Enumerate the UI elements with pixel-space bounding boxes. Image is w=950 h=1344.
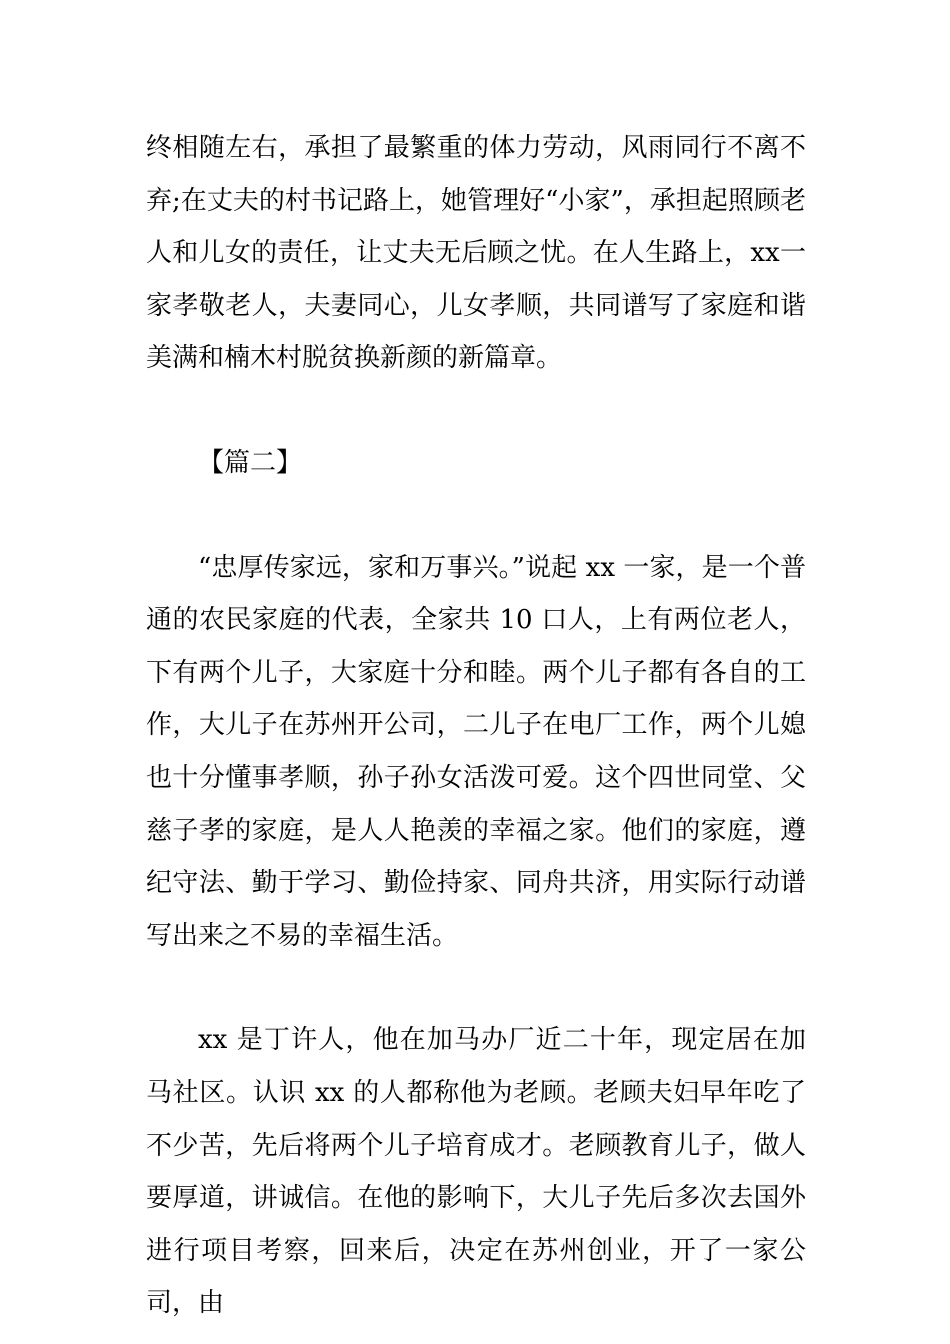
paragraph-intro: “忠厚传家远，家和万事兴。”说起 xx 一家，是一个普通的农民家庭的代表，全家共 10 口人，上有两位老人，下有两个儿子，大家庭十分和睦。两个儿子都有各自的工作，大儿子在苏州开公司，二儿子在电厂工作，两个儿媳也十分懂事孝顺，孙子孙女活泼可爱。这个四世同堂、父慈子孝的家庭，是人人艳羡的幸福之家。他们的家庭，遵纪守法、勤于学习、勤俭持家、同舟共济，用实际行动谱写出来之不易的幸福生活。 bbox=[146, 552, 806, 951]
document-body bbox=[146, 122, 806, 1330]
paragraph-continuation: 终相随左右，承担了最繁重的体力劳动，风雨同行不离不弃;在丈夫的村书记路上，她管理好“小家”，承担起照顾老人和儿女的责任，让丈夫无后顾之忧。在人生路上，xx一家孝敬老人，夫妻同心，儿女孝顺，共同谱写了家庭和谐美满和楠木村脱贫换新颜的新篇章。 bbox=[146, 133, 806, 374]
paragraph-story: xx 是丁许人，他在加马办厂近二十年，现定居在加马社区。认识 xx 的人都称他为老顾。老顾夫妇早年吃了不少苦，先后将两个儿子培育成才。老顾教育儿子，做人要厚道，讲诚信。在他的影响下，大儿子先后多次去国外进行项目考察，回来后，决定在苏州创业，开了一家公司，由 bbox=[146, 1025, 806, 1319]
section-heading: 【篇二】 bbox=[198, 447, 303, 478]
